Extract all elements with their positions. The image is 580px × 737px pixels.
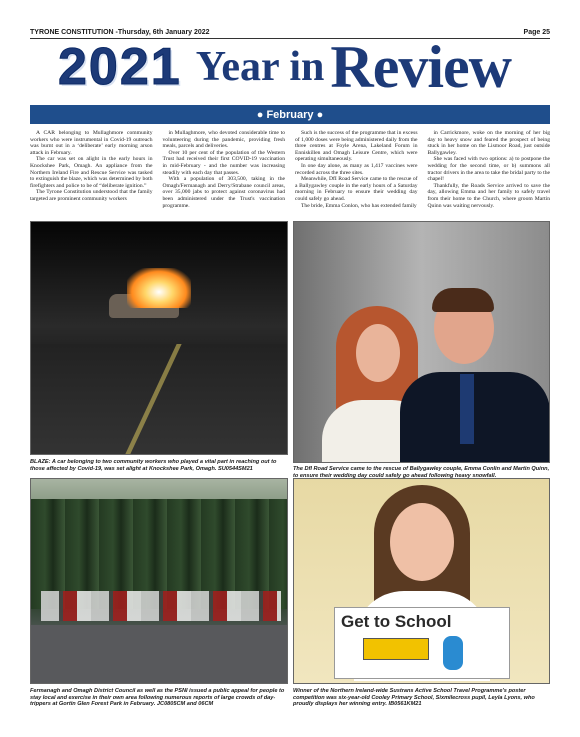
page-header — [30, 27, 550, 39]
banner-review: Review — [330, 41, 512, 93]
photo-bride-face — [356, 324, 400, 382]
photo-poster — [334, 607, 510, 679]
year-in-review-banner — [30, 41, 550, 93]
poster-bus-drawing — [363, 638, 429, 660]
paragraph: With a population of 303,500, taking in the Omagh/Fermanagh and Derry/Strabane council areas, over 35,000 jabs to protect against coronavirus had been administered under the Trust's vaccination programme. — [162, 176, 285, 209]
banner-year-in: Year in — [195, 44, 325, 90]
photo-groom-tie — [460, 374, 474, 444]
paragraph: She was faced with two options: a) to postpone the wedding for the second time, or b) summons all tractor drivers in the area to take the bridal party to the chapel! — [427, 156, 550, 183]
photo-wedding-couple — [293, 221, 550, 463]
photo-caption-poster: Winner of the Northern Ireland-wide Sustrans Active School Travel Programme's poster competition was six-year-old Cooley Primary School, Sixmilecross pupil, Leyla Lyons, who proudly displays her winning entry. IB0561KM21 — [293, 688, 535, 708]
paragraph: The bride, Emma Conlon, who has extended family — [301, 202, 417, 209]
article-columns — [30, 130, 550, 216]
paragraph: The car was set on alight in the early hours in Knockshee Park, Omagh. An appliance from the Northern Ireland Fire and Rescue Service was tasked to extinguish the blaze, which was determined by both firefighters and police to be of “deliberate ignition.” — [30, 156, 153, 189]
month-label: ● February ● — [256, 108, 324, 121]
photo-poster-winner — [293, 478, 550, 684]
paragraph: Such is the success of the programme that in excess of 1,000 doses were being administered daily from the three centres at Foyle Arena, Lakeland Forum in Enniskillen and Omagh Leisure Centre, which were operating simultaneously. — [295, 130, 418, 163]
photo-girl-face — [390, 503, 454, 581]
photo-flames — [127, 268, 191, 308]
publication-date: TYRONE CONSTITUTION -Thursday, 6th January 2022 — [30, 29, 210, 36]
banner-year: 2021 — [58, 41, 182, 93]
photo-car-fire — [30, 221, 288, 455]
month-heading — [30, 105, 550, 124]
photo-forest-car-park — [30, 478, 288, 684]
paragraph: In one day alone, as many as 1,417 vaccines were recorded across the three sites. — [295, 162, 418, 176]
photo-caption-wedding: The DfI Road Service came to the rescue of Ballygawley couple, Emma Conlin and Martin Quinn, to ensure their wedding day could safely go ahead following heavy snowfall. — [293, 466, 550, 479]
poster-child-drawing — [443, 636, 463, 670]
photo-groom-hair — [432, 288, 494, 312]
page-number: Page 25 — [523, 29, 550, 36]
poster-text: Get to School — [341, 612, 452, 631]
photo-caption-car-fire: BLAZE: A car belonging to two community workers who played a vital part in reaching out to those affected by Covid-19, was set alight at Knockshee Park, Omagh. SU0544SM21 — [30, 459, 277, 472]
article-column-1 — [30, 130, 153, 216]
paragraph: The Tyrone Constitution understood that the family targeted are prominent community workers — [30, 189, 153, 202]
photo-parked-cars — [41, 591, 281, 621]
paragraph: Meanwhile, DfI Road Service came to the rescue of a Ballygawley couple in the early hours of a Saturday morning in February to ensure their wedding day could safely go ahead. — [295, 176, 418, 202]
photo-groom-suit — [400, 372, 550, 463]
paragraph: A CAR belonging to Mullaghmore community workers who were instrumental in Covid-19 outreach was burnt out in a ‘deliberate’ early morning arson attack in February. — [30, 130, 153, 156]
paragraph: in Mullaghmore, who devoted considerable time to volunteering during the pandemic, providing fresh meals, parcels and deliveries. — [162, 130, 285, 150]
paragraph: Over 10 per cent of the population of the Western Trust had received their first COVID-19 vaccination in mid-February - and the number was increasing steadily with each day that passes. — [162, 149, 285, 176]
photo-road — [31, 344, 287, 454]
article-column-3 — [295, 130, 418, 216]
article-column-2 — [163, 130, 286, 216]
paragraph: in Carrickmore, woke on the morning of her big day to heavy snow and feared the prospect of being stuck in her home on the Lismoor Road, just outside Ballygawley. — [427, 130, 550, 156]
photo-car-park — [31, 625, 287, 683]
paragraph: Thankfully, the Roads Service arrived to save the day, allowing Emma and her family to safely travel from their home to the Church, where groom Martin Quinn was waiting nervously. — [427, 182, 550, 209]
article-column-4 — [428, 130, 551, 216]
photo-caption-car-park: Fermanagh and Omagh District Council as well as the PSNI issued a public appeal for people to stay local and exercise in their own area following numerous reports of large crowds of day-trippers at Gortin Glen Forest Park in February. JC0805CM and 06CM — [30, 688, 285, 708]
